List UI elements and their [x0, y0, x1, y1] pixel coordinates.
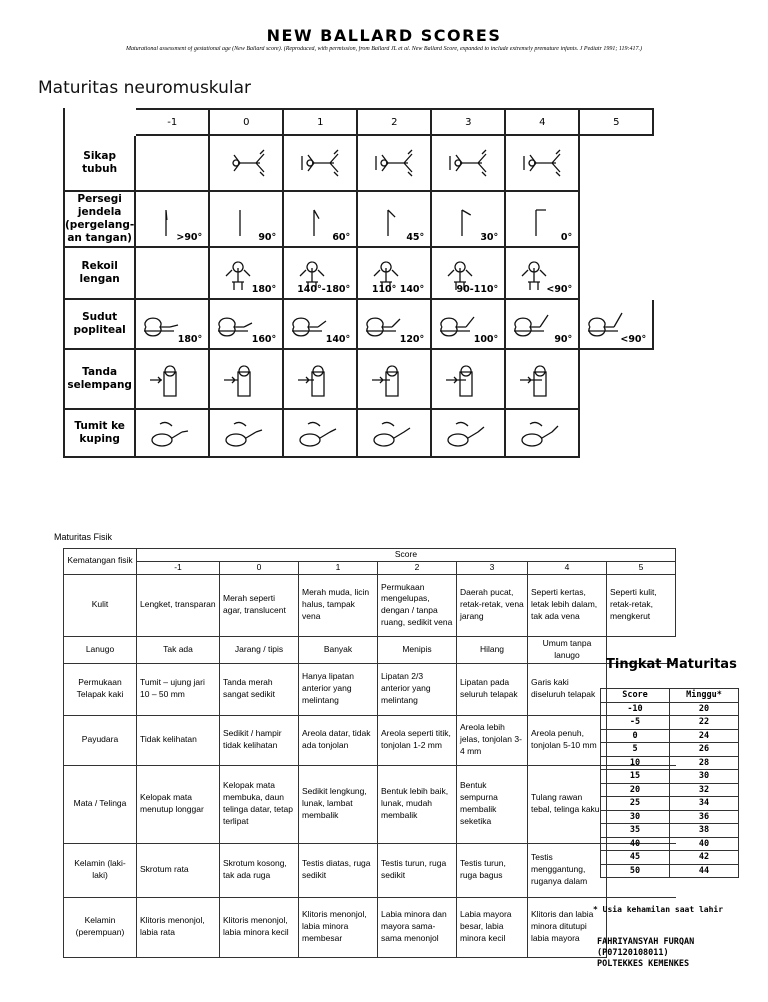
neuro-cell	[209, 191, 283, 247]
maturity-table	[600, 688, 739, 878]
angle-label: 160°	[251, 334, 277, 345]
neuro-cell	[135, 409, 209, 457]
gestational-age-note: * Usia kehamilan saat lahir	[593, 905, 724, 914]
score-header: 3	[431, 109, 505, 135]
fisik-cell: Labia mayora besar, labia minora kecil	[457, 897, 528, 957]
fisik-row-label: Kelamin (perempuan)	[64, 897, 137, 957]
maturity-score: 35	[601, 824, 670, 838]
score-header: -1	[137, 561, 220, 574]
fisik-cell: Sedikit lengkung, lunak, lambat membalik	[299, 765, 378, 843]
maturity-score: 15	[601, 770, 670, 784]
maturity-weeks: 36	[670, 810, 739, 824]
posture-figure-icon	[284, 140, 354, 186]
angle-label: 90°	[554, 334, 573, 345]
author-institution: POLTEKKES KEMENKES	[597, 959, 690, 967]
score-header: 2	[357, 109, 431, 135]
maturity-row	[601, 837, 739, 851]
maturity-score: 25	[601, 797, 670, 811]
neuro-cell	[431, 349, 505, 409]
maturity-score: 5	[601, 743, 670, 757]
fisik-row	[64, 843, 676, 897]
neuro-cell	[357, 409, 431, 457]
fisik-cell: Testis turun, ruga bagus	[457, 843, 528, 897]
fisik-row	[64, 715, 676, 765]
neuro-cell	[431, 247, 505, 299]
fisik-cell: Areola penuh, tonjolan 5-10 mm	[528, 715, 607, 765]
maturity-weeks: 28	[670, 756, 739, 770]
maturity-row	[601, 851, 739, 865]
fisik-cell: Banyak	[299, 636, 378, 663]
fisik-cell: Merah seperti agar, translucent	[220, 574, 299, 636]
heel-to-ear-figure-icon	[358, 410, 428, 456]
neuro-cell	[283, 191, 357, 247]
neuro-cell	[579, 135, 653, 191]
row-label: Tanda selempang	[64, 349, 135, 409]
fisik-header-row	[64, 549, 676, 562]
fisik-cell: Labia minora dan mayora sama-sama menonjol	[378, 897, 457, 957]
neuro-cell	[357, 247, 431, 299]
score-header: 3	[457, 561, 528, 574]
angle-label: 30°	[480, 232, 499, 243]
row-label: Sudut popliteal	[64, 299, 135, 349]
neuro-row-heel-to-ear	[64, 409, 653, 457]
fisik-row-label: Mata / Telinga	[64, 765, 137, 843]
corner-cell	[64, 109, 135, 135]
neuro-cell	[209, 409, 283, 457]
fisik-cell: Tulang rawan tebal, telinga kaku	[528, 765, 607, 843]
neuro-cell	[135, 349, 209, 409]
neuro-cell	[431, 135, 505, 191]
author-id: (P07120108011)	[597, 948, 669, 958]
angle-label: 90-110°	[456, 284, 499, 295]
fisik-row-label: Kelamin (laki-laki)	[64, 843, 137, 897]
scarf-sign-figure-icon	[284, 356, 354, 402]
neuro-cell	[579, 191, 653, 247]
maturity-row	[601, 743, 739, 757]
score-header: 1	[299, 561, 378, 574]
maturity-row	[601, 716, 739, 730]
maturity-score: 45	[601, 851, 670, 865]
neuro-cell	[209, 299, 283, 349]
fisik-row	[64, 636, 676, 663]
neuro-cell	[135, 247, 209, 299]
fisik-cell: Areola datar, tidak ada tonjolan	[299, 715, 378, 765]
fisik-cell: Tumit – ujung jari 10 – 50 mm	[137, 663, 220, 715]
neuro-row-arm-recoil	[64, 247, 653, 299]
maturity-row	[601, 797, 739, 811]
neuro-cell	[283, 409, 357, 457]
maturity-weeks-header: Minggu*	[670, 689, 739, 703]
fisik-cell: Skrotum kosong, tak ada ruga	[220, 843, 299, 897]
arm-recoil-figure-icon	[136, 250, 206, 296]
fisik-row	[64, 765, 676, 843]
scarf-sign-figure-icon	[136, 356, 206, 402]
neuro-cell	[283, 247, 357, 299]
fisik-cell: Seperti kertas, letak lebih dalam, tak ada vena	[528, 574, 607, 636]
maturity-score: 20	[601, 783, 670, 797]
score-header: 0	[209, 109, 283, 135]
fisik-cell: Testis menggantung, ruganya dalam	[528, 843, 607, 897]
maturity-score: 40	[601, 837, 670, 851]
author-block	[597, 937, 694, 967]
maturity-score: -5	[601, 716, 670, 730]
fisik-cell: Lipatan 2/3 anterior yang melintang	[378, 663, 457, 715]
physical-maturity-table	[63, 548, 676, 958]
score-header: 2	[378, 561, 457, 574]
angle-label: 0°	[560, 232, 573, 243]
heel-to-ear-figure-icon	[432, 410, 502, 456]
neuro-cell	[283, 135, 357, 191]
neuro-cell	[579, 299, 653, 349]
page-title: NEW BALLARD SCORES	[266, 26, 502, 45]
neuro-row-popliteal-angle	[64, 299, 653, 349]
score-header: -1	[135, 109, 209, 135]
fisik-cell: Seperti kulit, retak-retak, mengkerut	[607, 574, 676, 636]
score-header: 0	[220, 561, 299, 574]
posture-figure-icon	[210, 140, 280, 186]
fisik-cell: Hilang	[457, 636, 528, 663]
maturity-row	[601, 864, 739, 878]
heel-to-ear-figure-icon	[136, 410, 206, 456]
maturity-row	[601, 756, 739, 770]
neuro-cell	[209, 135, 283, 191]
fisik-row-label: Payudara	[64, 715, 137, 765]
maturity-row	[601, 729, 739, 743]
fisik-cell: Menipis	[378, 636, 457, 663]
maturity-row	[601, 702, 739, 716]
neuro-cell	[283, 349, 357, 409]
neuro-cell	[505, 349, 579, 409]
neuro-cell	[579, 349, 653, 409]
row-label: Persegi jendela (pergelang-an tangan)	[64, 191, 135, 247]
neuro-cell	[135, 191, 209, 247]
maturity-row	[601, 824, 739, 838]
fisik-cell: Permukaan mengelupas, dengan / tanpa ruang, sedikit vena	[378, 574, 457, 636]
row-label: Tumit ke kuping	[64, 409, 135, 457]
neuro-cell	[505, 135, 579, 191]
heel-to-ear-figure-icon	[284, 410, 354, 456]
neuro-cell	[431, 409, 505, 457]
neuro-cell	[209, 349, 283, 409]
fisik-cell: Sedikit / hampir tidak kelihatan	[220, 715, 299, 765]
maturity-heading: Tingkat Maturitas	[606, 657, 737, 672]
maturity-weeks: 44	[670, 864, 739, 878]
fisik-cell: Areola lebih jelas, tonjolan 3-4 mm	[457, 715, 528, 765]
maturity-score: 0	[601, 729, 670, 743]
neuro-row-square-window	[64, 191, 653, 247]
score-label: Score	[137, 549, 676, 562]
fisik-row-label: Kulit	[64, 574, 137, 636]
scarf-sign-figure-icon	[210, 356, 280, 402]
fisik-cell: Daerah pucat, retak-retak, vena jarang	[457, 574, 528, 636]
fisik-score-row	[64, 561, 676, 574]
neuromuscular-table	[63, 108, 654, 458]
physical-heading: Maturitas Fisik	[54, 532, 113, 542]
posture-figure-icon	[432, 140, 502, 186]
row-label: Rekoil lengan	[64, 247, 135, 299]
neuro-cell	[283, 299, 357, 349]
angle-label: <90°	[620, 334, 647, 345]
fisik-corner-label: Kematangan fisik	[64, 549, 137, 575]
maturity-score: 10	[601, 756, 670, 770]
neuro-cell	[431, 191, 505, 247]
angle-label: <90°	[546, 284, 573, 295]
maturity-weeks: 34	[670, 797, 739, 811]
maturity-row	[601, 770, 739, 784]
fisik-cell: Tanda merah sangat sedikit	[220, 663, 299, 715]
score-header-row	[64, 109, 653, 135]
fisik-cell: Lipatan pada seluruh telapak	[457, 663, 528, 715]
maturity-score-header: Score	[601, 689, 670, 703]
angle-label: 180°	[251, 284, 277, 295]
maturity-weeks: 32	[670, 783, 739, 797]
maturity-weeks: 20	[670, 702, 739, 716]
fisik-cell: Kelopak mata membuka, daun telinga datar, tetap terlipat	[220, 765, 299, 843]
neuro-cell	[357, 299, 431, 349]
scarf-sign-figure-icon	[358, 356, 428, 402]
fisik-row	[64, 897, 676, 957]
maturity-weeks: 22	[670, 716, 739, 730]
neuro-cell	[505, 299, 579, 349]
fisik-cell: Hanya lipatan anterior yang melintang	[299, 663, 378, 715]
fisik-cell: Lengket, transparan	[137, 574, 220, 636]
maturity-weeks: 38	[670, 824, 739, 838]
neuro-cell	[505, 409, 579, 457]
angle-label: 140°-180°	[297, 284, 351, 295]
fisik-cell: Merah muda, licin halus, tampak vena	[299, 574, 378, 636]
row-label: Sikap tubuh	[64, 135, 135, 191]
fisik-cell: Klitoris menonjol, labia minora kecil	[220, 897, 299, 957]
maturity-score: 50	[601, 864, 670, 878]
neuro-row-posture	[64, 135, 653, 191]
fisik-row-label: Permukaan Telapak kaki	[64, 663, 137, 715]
heel-to-ear-figure-icon	[506, 410, 576, 456]
fisik-cell: Testis turun, ruga sedikit	[378, 843, 457, 897]
neuro-cell	[579, 409, 653, 457]
fisik-cell: Klitoris menonjol, labia minora membesar	[299, 897, 378, 957]
neuro-cell	[209, 247, 283, 299]
neuro-cell	[357, 349, 431, 409]
neuro-cell	[505, 191, 579, 247]
neuro-cell	[505, 247, 579, 299]
neuro-row-scarf-sign	[64, 349, 653, 409]
maturity-weeks: 30	[670, 770, 739, 784]
fisik-cell: Jarang / tipis	[220, 636, 299, 663]
angle-label: 45°	[406, 232, 425, 243]
fisik-cell: Testis diatas, ruga sedikit	[299, 843, 378, 897]
posture-figure-icon	[358, 140, 428, 186]
fisik-cell: Klitoris menonjol, labia rata	[137, 897, 220, 957]
maturity-weeks: 40	[670, 837, 739, 851]
angle-label: 140°	[325, 334, 351, 345]
heel-to-ear-figure-icon	[210, 410, 280, 456]
angle-label: 110° 140°	[371, 284, 425, 295]
score-header: 4	[505, 109, 579, 135]
neuro-cell	[357, 191, 431, 247]
citation-text: Maturational assessment of gestational age (New Ballard score). (Reproduced, with permission, from Ballard JL et al. New Ballard Score, expanded to include extremely premature infants. J Pediatr 1991; 119:417.)	[126, 46, 642, 52]
scarf-sign-figure-icon	[432, 356, 502, 402]
author-name: FAHRIYANSYAH FURQAN	[597, 937, 695, 947]
maturity-weeks: 24	[670, 729, 739, 743]
score-header: 4	[528, 561, 607, 574]
fisik-cell: Bentuk sempurna membalik seketika	[457, 765, 528, 843]
fisik-row-label: Lanugo	[64, 636, 137, 663]
fisik-cell: Klitoris dan labia minora ditutupi labia mayora	[528, 897, 607, 957]
fisik-cell: Skrotum rata	[137, 843, 220, 897]
fisik-row	[64, 574, 676, 636]
maturity-header-row	[601, 689, 739, 703]
angle-label: 180°	[177, 334, 203, 345]
maturity-row	[601, 783, 739, 797]
angle-label: >90°	[176, 232, 203, 243]
score-header: 5	[607, 561, 676, 574]
fisik-cell: Bentuk lebih baik, lunak, mudah membalik	[378, 765, 457, 843]
neuro-cell	[579, 247, 653, 299]
fisik-cell: Garis kaki diseluruh telapak	[528, 663, 607, 715]
fisik-cell: Kelopak mata menutup longgar	[137, 765, 220, 843]
score-header: 5	[579, 109, 653, 135]
angle-label: 120°	[399, 334, 425, 345]
fisik-row	[64, 663, 676, 715]
fisik-cell: Areola seperti titik, tonjolan 1-2 mm	[378, 715, 457, 765]
neuro-cell	[357, 135, 431, 191]
neuro-cell	[431, 299, 505, 349]
angle-label: 90°	[258, 232, 277, 243]
maturity-score: 30	[601, 810, 670, 824]
maturity-weeks: 42	[670, 851, 739, 865]
scarf-sign-figure-icon	[506, 356, 576, 402]
maturity-weeks: 26	[670, 743, 739, 757]
neuro-cell	[135, 135, 209, 191]
maturity-score: -10	[601, 702, 670, 716]
neuro-cell	[135, 299, 209, 349]
angle-label: 100°	[473, 334, 499, 345]
angle-label: 60°	[332, 232, 351, 243]
fisik-cell: Tak ada	[137, 636, 220, 663]
fisik-cell: Umum tanpa lanugo	[528, 636, 607, 663]
fisik-cell: Tidak kelihatan	[137, 715, 220, 765]
score-header: 1	[283, 109, 357, 135]
posture-figure-icon	[506, 140, 576, 186]
maturity-row	[601, 810, 739, 824]
neuromuscular-heading: Maturitas neuromuskular	[38, 78, 252, 98]
